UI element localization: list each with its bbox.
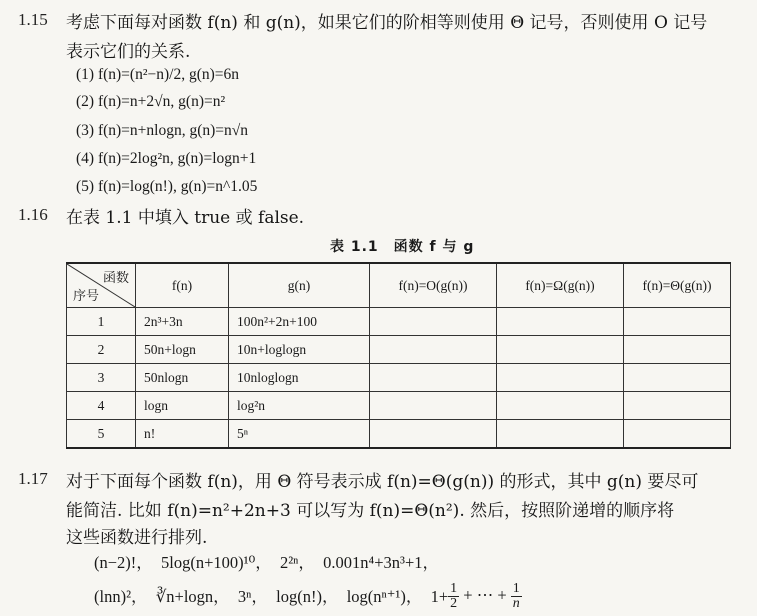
row-g: 5ⁿ xyxy=(229,420,370,449)
answer-cell-o[interactable] xyxy=(370,364,497,392)
problem-1-15-item-3: (3) f(n)=n+nlogn, g(n)=n√n xyxy=(76,122,249,139)
row-g: 100n²+2n+100 xyxy=(229,308,370,336)
function-table xyxy=(66,262,731,449)
fraction-numerator: 1 xyxy=(450,580,458,596)
row-f: 2n³+3n xyxy=(136,308,229,336)
row-index: 2 xyxy=(67,336,136,364)
row-g: 10n+loglogn xyxy=(229,336,370,364)
table-corner-cell xyxy=(67,263,136,308)
fraction-denominator: 2 xyxy=(450,595,458,611)
problem-1-15-line-2: 表示它们的关系. xyxy=(66,42,191,62)
answer-cell-omega[interactable] xyxy=(497,336,624,364)
problem-1-17-line-2: 能简洁. 比如 f(n)=n²+2n+3 可以写为 f(n)=Θ(n²). 然后，按照阶递增的顺序将 xyxy=(66,501,675,521)
answer-cell-theta[interactable] xyxy=(624,364,731,392)
row-g: 10nloglogn xyxy=(229,364,370,392)
row-f: 50n+logn xyxy=(136,336,229,364)
row-f: logn xyxy=(136,392,229,420)
problem-1-15-item-1: (1) f(n)=(n²−n)/2, g(n)=6n xyxy=(76,66,240,83)
answer-cell-o[interactable] xyxy=(370,392,497,420)
function-list-row-2-text: (lnn)²， ∛n+logn， 3ⁿ， log(n!)， log(nⁿ⁺¹)， 1+ xyxy=(94,587,449,606)
row-index: 4 xyxy=(67,392,136,420)
header-big-o: f(n)=O(g(n)) xyxy=(370,263,497,308)
problem-1-15-item-4: (4) f(n)=2log²n, g(n)=logn+1 xyxy=(76,150,257,167)
table-row xyxy=(67,308,731,336)
problem-1-15-item-2: (2) f(n)=n+2√n, g(n)=n² xyxy=(76,93,226,110)
problem-1-17-line-1: 对于下面每个函数 f(n)，用 Θ 符号表示成 f(n)=Θ(g(n)) 的形式，其中 g(n) 要尽可 xyxy=(66,472,699,492)
fraction-numerator: 1 xyxy=(512,580,520,596)
header-f: f(n) xyxy=(136,263,229,308)
row-g: log²n xyxy=(229,392,370,420)
problem-1-15-item-5: (5) f(n)=log(n!), g(n)=n^1.05 xyxy=(76,178,258,195)
fraction-denominator: n xyxy=(512,595,520,611)
function-list-row-2 xyxy=(94,580,522,613)
answer-cell-theta[interactable] xyxy=(624,420,731,449)
problem-1-15-line-1: 考虑下面每对函数 f(n) 和 g(n)，如果它们的阶相等则使用 Θ 记号，否则使用 O 记号 xyxy=(66,13,708,33)
answer-cell-o[interactable] xyxy=(370,420,497,449)
answer-cell-theta[interactable] xyxy=(624,308,731,336)
row-f: 50nlogn xyxy=(136,364,229,392)
answer-cell-omega[interactable] xyxy=(497,392,624,420)
table-row xyxy=(67,336,731,364)
row-index: 5 xyxy=(67,420,136,449)
header-big-theta: f(n)=Θ(g(n)) xyxy=(624,263,731,308)
table-header-row xyxy=(67,263,731,308)
answer-cell-o[interactable] xyxy=(370,308,497,336)
answer-cell-omega[interactable] xyxy=(497,420,624,449)
table-row xyxy=(67,392,731,420)
answer-cell-omega[interactable] xyxy=(497,364,624,392)
answer-cell-o[interactable] xyxy=(370,336,497,364)
table-row xyxy=(67,420,731,449)
answer-cell-theta[interactable] xyxy=(624,392,731,420)
problem-number-1-15: 1.15 xyxy=(18,10,48,29)
function-list-row-1: (n−2)!， 5log(n+100)¹⁰， 2²ⁿ， 0.001n⁴+3n³+1， xyxy=(94,553,440,572)
row-index: 1 xyxy=(67,308,136,336)
header-g: g(n) xyxy=(229,263,370,308)
table-caption: 表 1.1 函数 f 与 g xyxy=(330,239,475,255)
row-index: 3 xyxy=(67,364,136,392)
harmonic-series: $\frac{1}{2}$ + ⋯ + $\frac{1}{n}$ xyxy=(450,580,520,611)
problem-1-16-line-1: 在表 1.1 中填入 true 或 false. xyxy=(66,208,305,228)
problem-1-17-line-3: 这些函数进行排列. xyxy=(66,528,208,548)
row-f: n! xyxy=(136,420,229,449)
answer-cell-omega[interactable] xyxy=(497,308,624,336)
problem-number-1-17: 1.17 xyxy=(18,469,48,488)
answer-cell-theta[interactable] xyxy=(624,336,731,364)
header-big-omega: f(n)=Ω(g(n)) xyxy=(497,263,624,308)
corner-label-index: 序号 xyxy=(73,289,100,304)
table-row xyxy=(67,364,731,392)
problem-number-1-16: 1.16 xyxy=(18,205,48,224)
corner-label-function: 函数 xyxy=(102,271,129,286)
